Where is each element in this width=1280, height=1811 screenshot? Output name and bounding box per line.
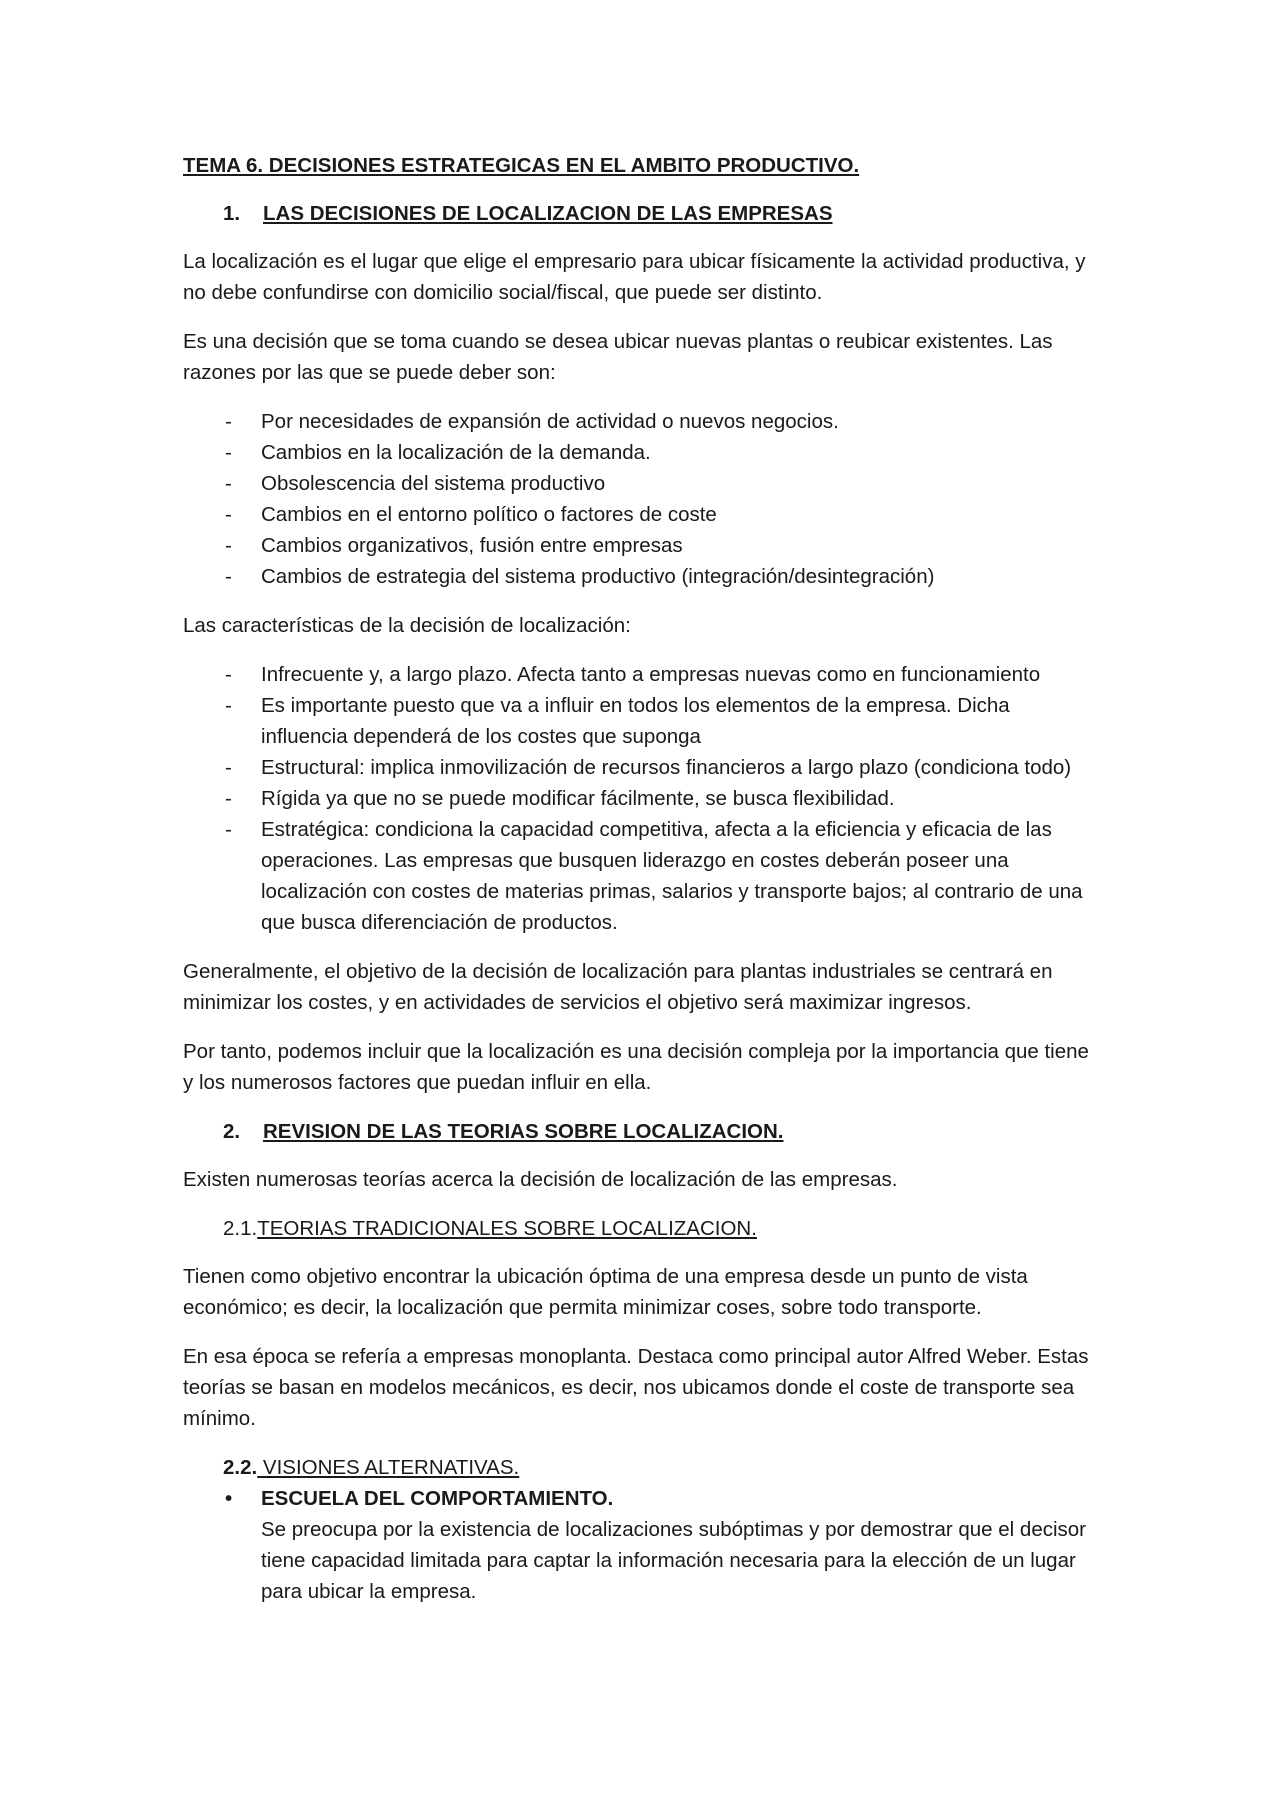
subsection-2-2-number: 2.2.: [223, 1456, 258, 1479]
paragraph: En esa época se refería a empresas monoplanta. Destaca como principal autor Alfred Weber. Estas teorías se basan en modelos mecánicos, es decir, nos ubicamos donde el coste de transporte sea mínimo.: [183, 1345, 1089, 1430]
document-title: TEMA 6. DECISIONES ESTRATEGICAS EN EL AMBITO PRODUCTIVO.: [183, 154, 860, 177]
bullet-text: Se preocupa por la existencia de localizaciones subóptimas y por demostrar que el decisor tiene capacidad limitada para captar la información necesaria para la elección de un lugar para ubicar la empresa.: [261, 1518, 1087, 1603]
dash-marker: -: [225, 410, 232, 433]
paragraph: Existen numerosas teorías acerca la decisión de localización de las empresas.: [183, 1168, 898, 1191]
bullet-title: ESCUELA DEL COMPORTAMIENTO.: [261, 1487, 614, 1510]
list-item-text: Estructural: implica inmovilización de recursos financieros a largo plazo (condiciona todo): [261, 756, 1072, 779]
dash-marker: -: [225, 472, 232, 495]
subsection-2-2-heading: [183, 1452, 1100, 1483]
dash-marker: -: [225, 787, 232, 810]
dash-marker: -: [225, 818, 232, 841]
characteristics-list: [183, 659, 1100, 938]
dash-marker: -: [225, 694, 232, 717]
section-2-number: 2.: [223, 1120, 241, 1143]
list-item: [183, 406, 1100, 437]
list-item: [183, 752, 1100, 783]
section-2-heading: [183, 1116, 1100, 1147]
paragraph: La localización es el lugar que elige el empresario para ubicar físicamente la actividad productiva, y no debe confundirse con domicilio social/fiscal, que puede ser distinto.: [183, 250, 1086, 304]
list-item-text: Cambios organizativos, fusión entre empresas: [261, 534, 683, 557]
list-item-text: Cambios en la localización de la demanda.: [261, 441, 651, 464]
dash-marker: -: [225, 441, 232, 464]
dash-marker: -: [225, 565, 232, 588]
dash-marker: -: [225, 503, 232, 526]
dash-marker: -: [225, 756, 232, 779]
dash-marker: -: [225, 663, 232, 686]
subsection-2-2-title: VISIONES ALTERNATIVAS.: [257, 1456, 520, 1479]
list-item: [183, 561, 1100, 592]
list-item: [183, 783, 1100, 814]
section-1-heading: [183, 198, 1100, 229]
list-item-text: Infrecuente y, a largo plazo. Afecta tanto a empresas nuevas como en funcionamiento: [261, 663, 1041, 686]
paragraph: Por tanto, podemos incluir que la localización es una decisión compleja por la importancia que tiene y los numerosos factores que puedan influir en ella.: [183, 1040, 1089, 1094]
list-item-text: Estratégica: condiciona la capacidad competitiva, afecta a la eficiencia y eficacia de las operaciones. Las empresas que busquen liderazgo en costes deberán poseer una localización con costes de materias primas, salarios y transporte bajos; al contrario de una que busca diferenciación de productos.: [261, 818, 1083, 934]
paragraph: Es una decisión que se toma cuando se desea ubicar nuevas plantas o reubicar existentes. Las razones por las que se puede deber son:: [183, 330, 1053, 384]
reasons-list: [183, 406, 1100, 592]
section-1-number: 1.: [223, 202, 241, 225]
list-item: [183, 690, 1100, 752]
list-item: [183, 468, 1100, 499]
list-item-text: Cambios en el entorno político o factores de coste: [261, 503, 717, 526]
paragraph: Las características de la decisión de localización:: [183, 614, 631, 637]
list-item-text: Es importante puesto que va a influir en todos los elementos de la empresa. Dicha influencia dependerá de los costes que suponga: [261, 694, 1010, 748]
list-item-text: Obsolescencia del sistema productivo: [261, 472, 606, 495]
list-item: [183, 814, 1100, 938]
subsection-2-1-number: 2.1.: [223, 1217, 258, 1240]
list-item: [183, 437, 1100, 468]
section-1-title: LAS DECISIONES DE LOCALIZACION DE LAS EMPRESAS: [263, 202, 833, 225]
list-item: [183, 659, 1100, 690]
list-item-text: Por necesidades de expansión de actividad o nuevos negocios.: [261, 410, 839, 433]
list-item: [183, 530, 1100, 561]
list-item-text: Cambios de estrategia del sistema productivo (integración/desintegración): [261, 565, 935, 588]
bullet-marker: •: [225, 1487, 233, 1510]
subsection-2-1-heading: [183, 1213, 1100, 1244]
subsection-2-1-title: TEORIAS TRADICIONALES SOBRE LOCALIZACION.: [257, 1217, 757, 1240]
paragraph: Tienen como objetivo encontrar la ubicación óptima de una empresa desde un punto de vista económico; es decir, la localización que permita minimizar coses, sobre todo transporte.: [183, 1265, 1028, 1319]
dash-marker: -: [225, 534, 232, 557]
list-item-text: Rígida ya que no se puede modificar fácilmente, se busca flexibilidad.: [261, 787, 895, 810]
paragraph: Generalmente, el objetivo de la decisión de localización para plantas industriales se centrará en minimizar los costes, y en actividades de servicios el objetivo será maximizar ingresos.: [183, 960, 1053, 1014]
bullet-item: [183, 1483, 1100, 1607]
list-item: [183, 499, 1100, 530]
section-2-title: REVISION DE LAS TEORIAS SOBRE LOCALIZACION.: [263, 1120, 784, 1143]
